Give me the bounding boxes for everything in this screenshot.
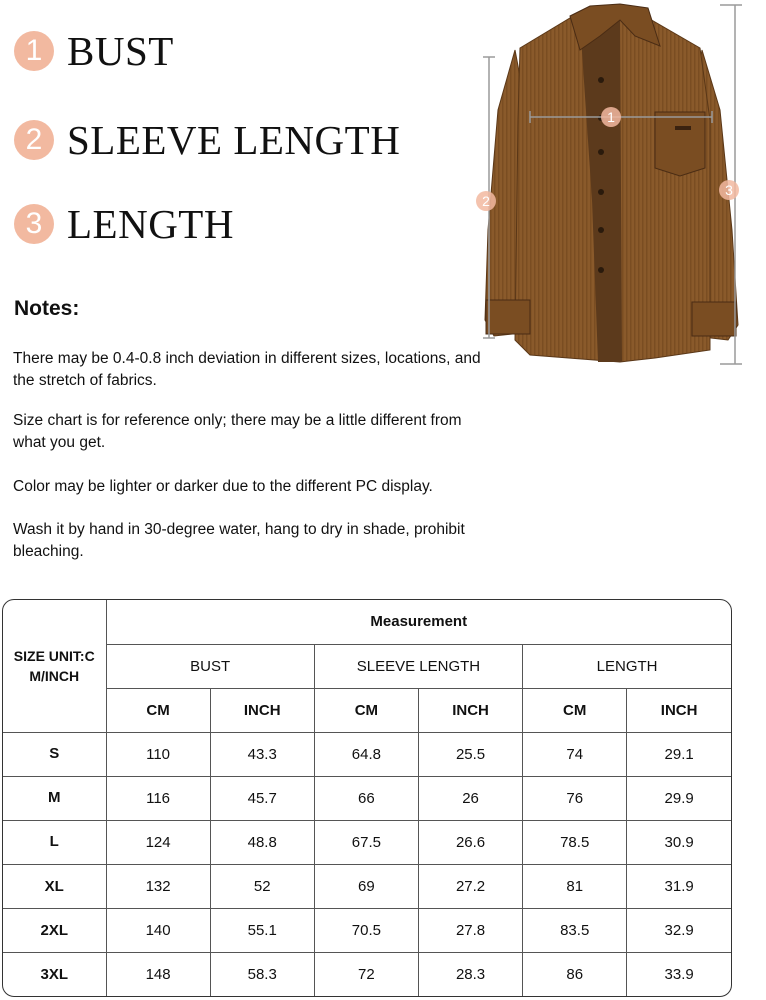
size-label: S (3, 732, 106, 776)
table-cell: 32.9 (627, 909, 731, 953)
number-badge-1: 1 (14, 31, 54, 71)
table-row (3, 909, 731, 953)
table-cell: 67.5 (314, 820, 418, 864)
note-reference: Size chart is for reference only; there may be a little different from what you get. (13, 412, 462, 451)
size-label: L (3, 820, 106, 864)
table-cell: 132 (106, 865, 210, 909)
size-chart-table (2, 599, 732, 997)
svg-text:1: 1 (607, 109, 615, 125)
note-color: Color may be lighter or darker due to the different PC display. (13, 478, 433, 495)
number-badge-2: 2 (14, 120, 54, 160)
unit-header-sleeve-inch: INCH (418, 688, 522, 732)
table-cell: 66 (314, 776, 418, 820)
diagram-marker-3 (719, 180, 739, 200)
table-row (3, 953, 731, 996)
shirt-image (470, 0, 766, 370)
table-cell: 86 (523, 953, 627, 996)
table-cell: 64.8 (314, 732, 418, 776)
table-cell: 69 (314, 865, 418, 909)
table-cell: 33.9 (627, 953, 731, 996)
table-cell: 29.1 (627, 732, 731, 776)
sleeve-length-header: SLEEVE LENGTH (314, 644, 522, 688)
table-cell: 27.8 (418, 909, 522, 953)
table-cell: 28.3 (418, 953, 522, 996)
table-row (3, 865, 731, 909)
table-cell: 30.9 (627, 820, 731, 864)
bust-header: BUST (106, 644, 314, 688)
table-row (3, 776, 731, 820)
shirt-measurement-diagram (470, 0, 766, 370)
table-cell: 83.5 (523, 909, 627, 953)
table-cell: 74 (523, 732, 627, 776)
table-row (3, 732, 731, 776)
size-label: 3XL (3, 953, 106, 996)
unit-header-length-cm: CM (523, 688, 627, 732)
table-cell: 55.1 (210, 909, 314, 953)
table-cell: 43.3 (210, 732, 314, 776)
table-cell: 110 (106, 732, 210, 776)
table-cell: 58.3 (210, 953, 314, 996)
legend-label-bust: BUST (67, 28, 174, 74)
table-cell: 25.5 (418, 732, 522, 776)
diagram-marker-2 (476, 191, 496, 211)
unit-header-length-inch: INCH (627, 688, 731, 732)
table-cell: 29.9 (627, 776, 731, 820)
table-cell: 27.2 (418, 865, 522, 909)
table-cell: 48.8 (210, 820, 314, 864)
size-label: 2XL (3, 909, 106, 953)
note-wash: Wash it by hand in 30-degree water, hang to dry in shade, prohibit bleaching. (13, 521, 465, 560)
unit-header-bust-cm: CM (106, 688, 210, 732)
svg-text:3: 3 (725, 182, 733, 198)
table-cell: 148 (106, 953, 210, 996)
note-deviation: There may be 0.4-0.8 inch deviation in different sizes, locations, and the stretch of fabrics. (13, 350, 481, 389)
table-cell: 124 (106, 820, 210, 864)
table-cell: 76 (523, 776, 627, 820)
size-unit-header: SIZE UNIT:CM/INCH (3, 600, 106, 732)
unit-header-sleeve-cm: CM (314, 688, 418, 732)
table-cell: 81 (523, 865, 627, 909)
legend-item-sleeve-length (14, 116, 400, 164)
table-cell: 70.5 (314, 909, 418, 953)
measurement-header: Measurement (106, 600, 731, 644)
size-label: XL (3, 865, 106, 909)
table-cell: 26 (418, 776, 522, 820)
diagram-marker-1 (601, 107, 621, 127)
number-badge-3: 3 (14, 204, 54, 244)
size-rows (3, 732, 731, 996)
table-cell: 140 (106, 909, 210, 953)
size-label: M (3, 776, 106, 820)
length-header: LENGTH (523, 644, 731, 688)
unit-header-bust-inch: INCH (210, 688, 314, 732)
table-cell: 78.5 (523, 820, 627, 864)
table-cell: 45.7 (210, 776, 314, 820)
table-row (3, 820, 731, 864)
legend-item-length (14, 200, 234, 248)
notes-title: Notes: (14, 297, 80, 320)
table-cell: 116 (106, 776, 210, 820)
table-cell: 26.6 (418, 820, 522, 864)
table-cell: 31.9 (627, 865, 731, 909)
legend-item-bust (14, 27, 174, 75)
table-cell: 72 (314, 953, 418, 996)
legend-label-length: LENGTH (67, 201, 234, 247)
legend-label-sleeve-length: SLEEVE LENGTH (67, 117, 401, 163)
table-cell: 52 (210, 865, 314, 909)
svg-text:2: 2 (482, 193, 490, 209)
